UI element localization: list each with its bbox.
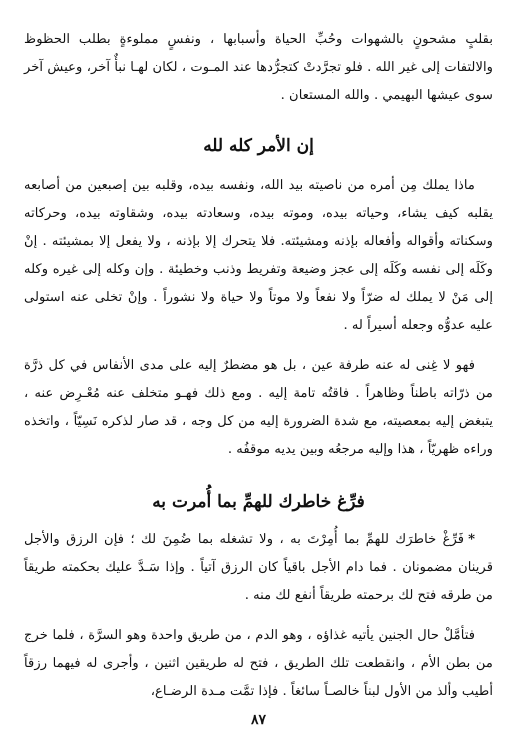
section1-paragraph-1: ماذا يملك مِن أمره من ناصيته بيد الله، ونفسه بيده، وقلبه بين إصبعين من أصابعه يقلبه كيف يشاء، وحياته بيده، وموته بيده، وسعادته بيده، وشقاوته بيده، وحركاته وسكناته وأقواله وأفعاله بإذنه ومشيئته. فلا يتحرك إلا بإذنه ، ولا يفعل إلا بمشيئته . إنْ وكَلَه إلى نفسه وكَلَه إلى عجز وضيعة وتفريط وذنب وخطيئة . وإن وكله إلى غيره وكله إلى مَنْ لا يملك له ضرّاً ولا نفعاً ولا موتاً ولا حياة ولا نشوراً . وإنْ تخلى عنه استولى عليه عدوُّه وجعله أسيراً له . [24, 178, 493, 333]
section2-paragraph-2: فتأمَّلْ حال الجنين يأتيه غذاؤه ، وهو الدم ، من طريق واحدة وهو السرَّة ، فلما خرج من بطن الأم ، وانقطعت تلك الطريق ، فتح له طريقين اثنين ، وأجرى له فيهما رزقاً أطيب وألذ من الأول لبناً خالصـاً سائغاً . فإذا تمَّت مـدة الرضـاع، [24, 628, 493, 699]
page-number: ٨٧ [250, 712, 267, 728]
section2-paragraph-1-text: فَرِّغْ خاطرَك للهمِّ بما أُمِرْتَ به ، ولا تشغله بما ضُمِنَ لك ؛ فإن الرزق والأجل قرينان مضمونان . فما دام الأجل باقياً كان الرزق آتياً . وإذا سَـدَّ عليك بحكمته طريقاً من طرقه فتح لك برحمته طريقاً أنفع لك منه . [24, 532, 493, 603]
section2-paragraph-1 [24, 526, 493, 610]
section-heading-1: إن الأمر كله لله [203, 136, 314, 156]
star-marker-icon: * [468, 532, 475, 547]
section1-paragraph-2: فهو لا غِنى له عنه طرفة عين ، بل هو مضطرٌ إليه على مدى الأنفاس في كل ذرَّة من ذرّاته باطناً وظاهراً . فاقتُه تامة إليه . ومع ذلك فهـو متخلف عنه مُعْـرِض عنه ، يتبغض إليه بمعصيته، مع شدة الضرورة إليه من كل وجه ، قد صار لذكره نَسِيّاً ، واتخذه وراءه ظهريّاً ، هذا وإليه مرجعُه وبين يديه موقفُه . [24, 358, 493, 457]
book-page [24, 26, 493, 742]
section-heading-2: فرِّغ خاطرك للهمِّ بما أُمرت به [152, 492, 365, 512]
intro-paragraph: بقلبٍ مشحونٍ بالشهوات وحُبِّ الحياة وأسبابها ، ونفسٍ مملوءةٍ بطلب الحظوظ والالتفات إلى غير الله . فلو تجرَّدتْ كتجرُّدها عند المـوت ، لكان لهـا نبأٌ آخر، وعيش آخر سوى عيشها البهيمي . والله المستعان . [24, 32, 493, 103]
